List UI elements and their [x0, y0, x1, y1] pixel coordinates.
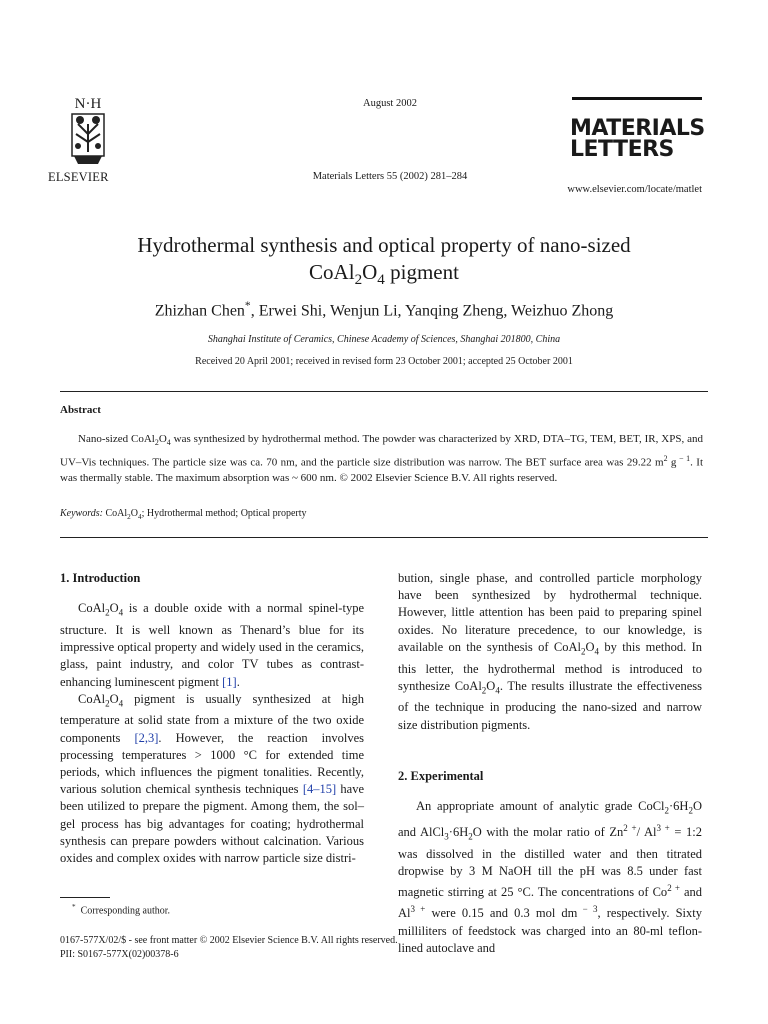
- publisher-name: ELSEVIER: [48, 170, 109, 184]
- issue-date: August 2002: [363, 98, 417, 109]
- journal-url[interactable]: www.elsevier.com/locate/matlet: [567, 184, 702, 195]
- citation-link[interactable]: [2,3]: [134, 730, 159, 745]
- copyright-line: 0167-577X/02/$ - see front matter © 2002 Elsevier Science B.V. All rights reserved.: [60, 935, 398, 946]
- materials-letters-logo: [570, 118, 710, 160]
- paragraph: An appropriate amount of analytic grade $CoCl_2\cdot 6H_2O$ and $AlCl_3\cdot 6H_2O$ with the molar ratio of $Zn^{2 +}/$ $Al^{3 +}$ = 1:2 was dissolved in the distilled water and then titrated dropwise by 3 M NaOH till the pH was 8.5 under fast magnetic stirring at 25 °C. The concentrations of $Co^{2 +}$ and $Al^{3 +}$ were 0.15 and 0.3 mol dm $^{- 3}$, respectively. Sixty milliliters of feedstock was charged into an 80-ml teflon-lined autoclave and: [398, 799, 702, 955]
- citation-link[interactable]: [1]: [222, 674, 237, 689]
- nh-logo-mark: N·H: [74, 96, 102, 112]
- left-column: [60, 570, 364, 867]
- affiliation: Shanghai Institute of Ceramics, Chinese Academy of Sciences, Shanghai 201800, China: [207, 334, 561, 345]
- paragraph: bution, single phase, and controlled particle morphology have been synthesized by hydrothermal technique. However, little attention has been paid to preparing spinel oxides. No literature precedence, to our knowledge, is available on the synthesis of $CoAl_2O_4$ by this method. In this letter, the hydrothermal method is introduced to synthesize $CoAl_2O_4$. The results illustrate the effectiveness of the technique in producing the nano-sized and narrow size distribution pigments.: [398, 571, 702, 732]
- journal-logo-line2: LETTERS: [570, 137, 674, 162]
- received-dates: Received 20 April 2001; received in revised form 23 October 2001; accepted 25 October 2001: [195, 356, 573, 367]
- section-heading-experimental: 2. Experimental: [398, 768, 484, 783]
- keywords: Keywords: $CoAl_2O_4$; Hydrothermal method; Optical property: [60, 508, 307, 521]
- paragraph: $CoAl_2O_4$ is a double oxide with a normal spinel-type structure. It is well known as Thenard’s blue for its impressive optical property and widely used in the ceramics, glass, paint industry, and color TV tubes as contrast-enhancing luminescent pigment [1].: [60, 601, 364, 689]
- journal-logo-rule: [572, 97, 702, 100]
- author-list: [60, 300, 708, 320]
- section-heading-introduction: 1. Introduction: [60, 571, 141, 585]
- title-line2: $CoAl_2O_4$ pigment: [309, 260, 459, 289]
- title-line1: Hydrothermal synthesis and optical property of nano-sized: [137, 233, 631, 257]
- footnote-rule: [60, 897, 110, 898]
- author-rest: , Erwei Shi, Wenjun Li, Yanqing Zheng, Weizhuo Zhong: [250, 302, 614, 320]
- footnote: * Corresponding author.: [72, 903, 171, 917]
- corresponding-author-mark[interactable]: *: [244, 300, 251, 312]
- journal-logo-line1: MATERIALS: [570, 116, 705, 141]
- journal-citation: Materials Letters 55 (2002) 281–284: [312, 171, 468, 182]
- pii-line: PII: S0167-577X(02)00378-6: [60, 949, 179, 960]
- abstract-text: Nano-sized $CoAl_2O_4$ was synthesized by hydrothermal method. The powder was characterized by XRD, DTA–TG, TEM, BET, IR, XPS, and UV–Vis techniques. The particle size was ca. 70 nm, and the particle size distribution was narrow. The BET surface area was 29.22 $m^2$ g $^{- 1}$. It was thermally stable. The maximum absorption was ~ 600 nm. © 2002 Elsevier Science B.V. All rights reserved.: [60, 433, 704, 484]
- article-title: [60, 232, 708, 294]
- paragraph: $CoAl_2O_4$ pigment is usually synthesized at high temperature at solid state from a mixture of the two oxide components [2,3]. However, the reaction involves processing temperatures > 1000 °C for extended time periods, which influences the pigment tonalities. Recently, various solution chemical synthesis techniques [4–15] have been utilized to prepare the pigment. Among them, the sol–gel process has big advantages for coating; hydrothermal synthesis can prepare powders without calcination. Various oxides and complex oxides with narrow particle size distri-: [60, 691, 364, 866]
- right-column: [398, 570, 702, 957]
- divider-bottom: [60, 537, 708, 538]
- abstract-heading: Abstract: [60, 404, 101, 416]
- citation-link[interactable]: [4–15]: [302, 782, 337, 797]
- author-first: Zhizhan Chen: [154, 302, 245, 320]
- divider-top: [60, 391, 708, 392]
- copyright-footer: [60, 934, 398, 962]
